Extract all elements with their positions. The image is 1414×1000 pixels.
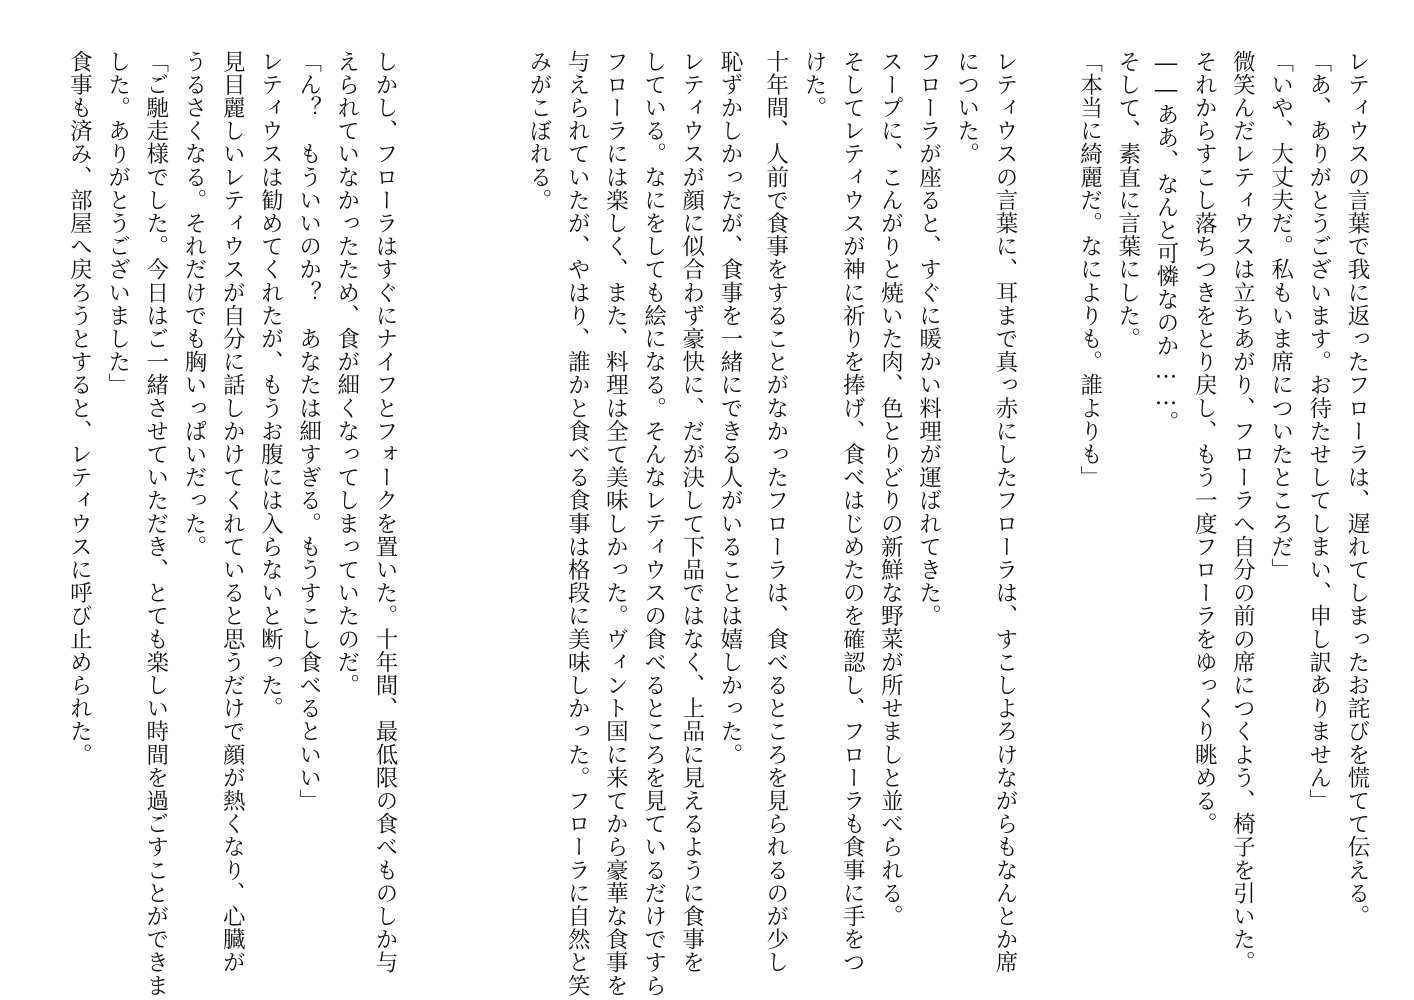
text-line: 「ん？ もういいのか？ あなたは細すぎる。もうすこし食べるといい」 [295, 50, 322, 813]
text-line: レティウスの言葉に、耳まで真っ赤にしたフローラは、すこしよろけながらもなんとか席 [992, 50, 1018, 974]
text-line: しかし、フローラはすぐにナイフとフォークを置いた。十年間、最低限の食べものしか与 [372, 50, 398, 974]
text-line: ――ああ、なんと可憐なのか……。 [1152, 50, 1179, 434]
text-line: 恥ずかしかったが、食事を一緒にできる人がいることは嬉しかった。 [717, 50, 743, 767]
text-line: レティウスが顔に似合わず豪快に、だが決して下品ではなく、上品に見えるように食事を [678, 50, 705, 974]
text-line: している。なにをしても絵になる。そんなレティウスの食べるところを見ているだけですら [640, 50, 667, 998]
text-line: えられていなかったため、食が細くなってしまっていたのだ。 [333, 50, 360, 697]
text-line: フローラが座ると、すぐに暖かい料理が運ばれてきた。 [915, 50, 942, 628]
text-line: レティウスは勧めてくれたが、もうお腹には入らないと断った。 [257, 50, 284, 720]
text-line: 見目麗しいレティウスが自分に話しかけてくれていると思うだけで顔が熱くなり、心臓が [219, 50, 246, 974]
text-column-group-3 [520, 50, 749, 998]
text-line: フローラには楽しく、また、料理は全て美味しかった。ヴィント国に来てから豪華な食事を [602, 50, 629, 998]
text-line: 与えられていたが、やはり、誰かと食べる食事は格段に美味しかった。フローラに自然と笑 [564, 50, 591, 998]
text-line: についた。 [953, 50, 980, 166]
text-line: そしてレティウスが神に祈りを捧げ、食べはじめたのを確認し、フローラも食事に手をつ [839, 50, 866, 974]
text-line: 「あ、ありがとうございます。お待たせしてしまい、申し訳ありません」 [1305, 50, 1332, 813]
text-line: した。ありがとうございました」 [104, 50, 131, 397]
text-line: スープに、こんがりと焼いた肉、色とりどりの新鮮な野菜が所せましと並べられる。 [877, 50, 904, 928]
text-line: 「本当に綺麗だ。なによりも。誰よりも」 [1076, 50, 1103, 489]
text-line: 「いや、大丈夫だ。私もいま席についたところだ」 [1267, 50, 1294, 582]
text-line: みがこぼれる。 [525, 50, 552, 212]
text-line: そして、素直に言葉にした。 [1114, 50, 1141, 351]
text-line: 十年間、人前で食事をすることがなかったフローラは、食べるところを見られるのが少し [762, 50, 789, 974]
text-column-group-4 [60, 50, 404, 998]
text-line: それからすこし落ちつきをとり戻し、もう一度フローラをゆっくり眺める。 [1191, 50, 1218, 836]
text-line: うるさくなる。それだけでも胸いっぱいだった。 [180, 50, 207, 559]
text-line: 微笑んだレティウスは立ちあがり、フローラへ自分の前の席につくよう、椅子を引いた。 [1229, 50, 1256, 974]
text-line: 「ご馳走様でした。今日はご一緒させていただき、とても楽しい時間を過ごすことができま [142, 50, 169, 998]
text-column-group-2 [757, 50, 1024, 974]
text-line: けた。 [800, 50, 827, 120]
text-column-group-1 [1070, 50, 1376, 974]
text-line: 食事も済み、部屋へ戻ろうとすると、レティウスに呼び止められた。 [66, 50, 93, 767]
text-line: レティウスの言葉で我に返ったフローラは、遅れてしまったお詫びを慌てて伝える。 [1344, 50, 1370, 928]
